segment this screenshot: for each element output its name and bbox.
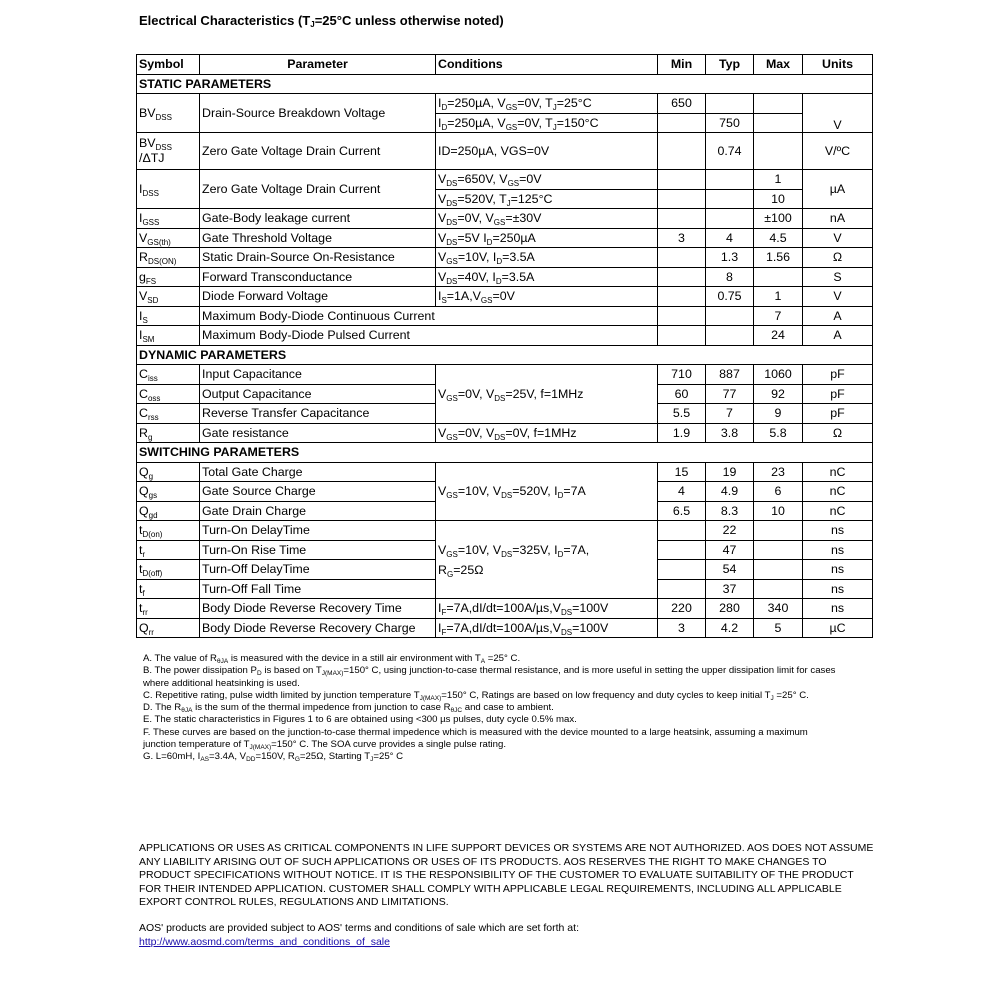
col-conditions: Conditions [436,55,658,75]
condition-cell: $I_D=250\mu A$, $V_{GS}=0V$, $T_J=150^\circ C$ [436,113,658,133]
condition-cell: $I_D=250\mu A$, $V_{GS}=0V$, $T_J=25^\circ C$ [436,94,658,114]
typ-cell: 7 [706,404,754,424]
min-cell: 710 [658,365,706,385]
table-row [137,618,873,638]
symbol-cell: $t_{D(on)}$ [137,521,200,541]
col-symbol: Symbol [137,55,200,75]
max-cell: 340 [754,599,803,619]
min-cell [658,560,706,580]
typ-cell [706,326,754,346]
symbol-cell: $C_{iss}$ [137,365,200,385]
typ-cell [706,94,754,114]
table-row [137,209,873,229]
unit-cell: ns [803,521,873,541]
unit-cell: V [803,94,873,133]
unit-cell: pF [803,384,873,404]
max-cell: 5.8 [754,423,803,443]
condition-cell: ID=250µA, VGS=0V [436,133,658,170]
typ-cell: 280 [706,599,754,619]
condition-cell: $V_{DS}=5V$ $I_D=250\mu A$ [436,228,658,248]
min-cell [658,189,706,209]
unit-cell: A [803,326,873,346]
max-cell [754,521,803,541]
max-cell: 1.56 [754,248,803,268]
unit-cell: S [803,267,873,287]
parameter-cell: Forward Transconductance [200,267,436,287]
condition-cell: $V_{GS}=0V$, $V_{DS}=0V$, f=1MHz [436,423,658,443]
typ-cell: 19 [706,462,754,482]
min-cell [658,306,706,326]
symbol-cell: $t_{rr}$ [137,599,200,619]
parameter-cell: Zero Gate Voltage Drain Current [200,133,436,170]
max-cell: 6 [754,482,803,502]
col-min: Min [658,55,706,75]
unit-cell: ns [803,579,873,599]
symbol-cell: $BV_{DSS}$ [137,94,200,133]
note-f: F. These curves are based on the junction-to-case thermal impedence which is measured with the device mounted to a large heatsink, assuming a maximum junction temperature of $T_{J(MAX)}=150^\circ$ C. The SOA curve provides a single pulse rating. [143,726,808,752]
min-cell: 6.5 [658,501,706,521]
max-cell: 10 [754,189,803,209]
parameter-cell: Drain-Source Breakdown Voltage [200,94,436,133]
typ-cell: 54 [706,560,754,580]
typ-cell [706,306,754,326]
max-cell: 9 [754,404,803,424]
symbol-cell: $t_{D(off)}$ [137,560,200,580]
condition-cell: $I_S=1A,V_{GS}=0V$ [436,287,658,307]
symbol-cell: $I_S$ [137,306,200,326]
condition-cell: $V_{DS}=0V$, $V_{GS}=\pm 30V$ [436,209,658,229]
min-cell [658,133,706,170]
unit-cell: V/ºC [803,133,873,170]
typ-cell [706,189,754,209]
table-row [137,365,873,385]
max-cell [754,579,803,599]
condition-cell: $I_F=7A,dI/dt=100A/\mu s,V_{DS}=100V$ [436,599,658,619]
min-cell [658,209,706,229]
symbol-cell: $Q_{rr}$ [137,618,200,638]
footnotes [143,653,843,764]
min-cell [658,540,706,560]
unit-cell: V [803,228,873,248]
col-units: Units [803,55,873,75]
note-g: G. L=60mH, $I_{AS}=3.4A$, $V_{DD}=150V$, $R_G=25\Omega$, Starting $T_J=25^\circ$ C [143,751,404,764]
min-cell: 15 [658,462,706,482]
max-cell: 7 [754,306,803,326]
unit-cell: nA [803,209,873,229]
symbol-cell: $I_{DSS}$ [137,170,200,209]
parameter-cell: Zero Gate Voltage Drain Current [200,170,436,209]
typ-cell: 22 [706,521,754,541]
parameter-cell: Gate resistance [200,423,436,443]
note-a: A. The value of $R_{\theta JA}$ is measured with the device in a still air environment with $T_A =25^\circ$ C. [143,653,521,665]
typ-cell: 3.8 [706,423,754,443]
unit-cell: pF [803,404,873,424]
parameter-cell: Static Drain-Source On-Resistance [200,248,436,268]
symbol-cell: $V_{SD}$ [137,287,200,307]
max-cell: 10 [754,501,803,521]
table-row [137,423,873,443]
max-cell [754,267,803,287]
symbol-cell: $g_{FS}$ [137,267,200,287]
parameter-cell: Body Diode Reverse Recovery Time [200,599,436,619]
symbol-cell: $I_{GSS}$ [137,209,200,229]
table-row [137,287,873,307]
symbol-cell: $BV_{DSS}$ /ΔTJ [137,133,200,170]
terms-notice [139,922,874,949]
parameter-cell: Gate-Body leakage current [200,209,436,229]
typ-cell: 750 [706,113,754,133]
unit-cell: nC [803,482,873,502]
parameter-cell: Gate Drain Charge [200,501,436,521]
unit-cell: µC [803,618,873,638]
symbol-cell: $Q_{gs}$ [137,482,200,502]
typ-cell: 0.75 [706,287,754,307]
min-cell [658,113,706,133]
section-switching: SWITCHING PARAMETERS [137,443,873,463]
symbol-cell: $R_g$ [137,423,200,443]
symbol-cell: $t_f$ [137,579,200,599]
unit-cell: µA [803,170,873,209]
typ-cell [706,209,754,229]
table-row [137,521,873,541]
condition-cell: $V_{GS}=0V$, $V_{DS}=25V$, f=1MHz [436,365,658,424]
min-cell [658,326,706,346]
typ-cell: 0.74 [706,133,754,170]
min-cell [658,267,706,287]
max-cell [754,94,803,114]
unit-cell: pF [803,365,873,385]
col-typ: Typ [706,55,754,75]
typ-cell: 37 [706,579,754,599]
parameter-cell: Turn-Off Fall Time [200,579,436,599]
symbol-cell: $C_{oss}$ [137,384,200,404]
typ-cell: 4.2 [706,618,754,638]
unit-cell: A [803,306,873,326]
table-row [137,599,873,619]
max-cell: 92 [754,384,803,404]
max-cell: 23 [754,462,803,482]
parameter-cell: Diode Forward Voltage [200,287,436,307]
terms-link[interactable]: http://www.aosmd.com/terms_and_conditions_of_sale [139,935,390,948]
symbol-cell: $R_{DS(ON)}$ [137,248,200,268]
min-cell [658,521,706,541]
typ-cell: 4.9 [706,482,754,502]
condition-cell: $I_F=7A,dI/dt=100A/\mu s,V_{DS}=100V$ [436,618,658,638]
note-d: D. The $R_{\theta JA}$ is the sum of the thermal impedence from junction to case $R_{\theta JC}$ and case to ambient. [143,702,554,715]
unit-cell: ns [803,540,873,560]
max-cell: 1060 [754,365,803,385]
symbol-cell: $I_{SM}$ [137,326,200,346]
typ-cell: 8 [706,267,754,287]
unit-cell: Ω [803,423,873,443]
min-cell: 4 [658,482,706,502]
parameter-cell: Maximum Body-Diode Pulsed Current [200,326,658,346]
typ-cell: 8.3 [706,501,754,521]
max-cell: 5 [754,618,803,638]
parameter-cell: Turn-On Rise Time [200,540,436,560]
note-b: B. The power dissipation $P_D$ is based on $T_{J(MAX)}=150^\circ$ C, using junction-to-case thermal resistance, and is more useful in setting the upper dissipation limit for cases where additional heatsinking is used. [143,665,836,689]
table-row [137,267,873,287]
symbol-cell: $C_{rss}$ [137,404,200,424]
min-cell: 5.5 [658,404,706,424]
header-row [137,55,873,75]
typ-cell: 47 [706,540,754,560]
max-cell [754,113,803,133]
table-row [137,94,873,114]
symbol-cell: $t_r$ [137,540,200,560]
legal-disclaimer: APPLICATIONS OR USES AS CRITICAL COMPONENTS IN LIFE SUPPORT DEVICES OR SYSTEMS ARE NOT AUTHORIZED. AOS DOES NOT ASSUME ANY LIABILITY ARISING OUT OF SUCH APPLICATIONS OR USES OF ITS PRODUCTS. AOS RESERVES THE RIGHT TO MAKE CHANGES TO PRODUCT SPECIFICATIONS WITHOUT NOTICE. IT IS THE RESPONSIBILITY OF THE CUSTOMER TO EVALUATE SUITABILITY OF THE PRODUCT FOR THEIR INTENDED APPLICATION. CUSTOMER SHALL COMPLY WITH APPLICABLE LEGAL REQUIREMENTS, INCLUDING ALL APPLICABLE EXPORT CONTROL RULES, REGULATIONS AND LIMITATIONS. [139,842,874,909]
page-title: Electrical Characteristics ($T_J=25^\circ C$ unless otherwise noted) [139,13,504,29]
parameter-cell: Reverse Transfer Capacitance [200,404,436,424]
max-cell: ±100 [754,209,803,229]
min-cell [658,287,706,307]
max-cell: 1 [754,287,803,307]
condition-cell: $V_{DS}=520V$, $T_J=125^\circ C$ [436,189,658,209]
parameter-cell: Gate Threshold Voltage [200,228,436,248]
parameter-cell: Output Capacitance [200,384,436,404]
min-cell: 1.9 [658,423,706,443]
parameter-cell: Gate Source Charge [200,482,436,502]
electrical-characteristics-table [136,54,873,638]
typ-cell: 1.3 [706,248,754,268]
max-cell: 1 [754,170,803,190]
unit-cell: ns [803,599,873,619]
table-row [137,170,873,190]
condition-cell: $V_{GS}=10V$, $I_D=3.5A$ [436,248,658,268]
max-cell: 4.5 [754,228,803,248]
typ-cell: 4 [706,228,754,248]
unit-cell: ns [803,560,873,580]
table-row [137,228,873,248]
note-c: C. Repetitive rating, pulse width limited by junction temperature $T_{J(MAX)}=150^\circ$ C, Ratings are based on low frequency and duty cycles to keep initial $T_J =25^\circ$ C. [143,689,809,702]
symbol-cell: $V_{GS(th)}$ [137,228,200,248]
min-cell: 650 [658,94,706,114]
parameter-cell: Total Gate Charge [200,462,436,482]
typ-cell: 77 [706,384,754,404]
section-static: STATIC PARAMETERS [137,74,873,94]
note-e: E. The static characteristics in Figures 1 to 6 are obtained using <300 µs pulses, duty cycle 0.5% max. [143,714,577,726]
min-cell: 220 [658,599,706,619]
min-cell: 3 [658,228,706,248]
table-row [137,306,873,326]
max-cell: 24 [754,326,803,346]
condition-cell: $V_{DS}=650V$, $V_{GS}=0V$ [436,170,658,190]
typ-cell [706,170,754,190]
parameter-cell: Turn-Off DelayTime [200,560,436,580]
terms-text: AOS' products are provided subject to AOS' terms and conditions of sale which are set forth at: [139,922,579,934]
min-cell: 60 [658,384,706,404]
max-cell [754,560,803,580]
min-cell: 3 [658,618,706,638]
parameter-cell: Input Capacitance [200,365,436,385]
col-parameter: Parameter [200,55,436,75]
symbol-cell: $Q_{gd}$ [137,501,200,521]
table-row [137,133,873,170]
condition-cell: $V_{GS}=10V$, $V_{DS}=325V$, $I_D=7A$, $R_G=25\Omega$ [436,521,658,599]
table-row [137,326,873,346]
max-cell [754,540,803,560]
parameter-cell: Maximum Body-Diode Continuous Current [200,306,658,326]
col-max: Max [754,55,803,75]
max-cell [754,133,803,170]
unit-cell: nC [803,462,873,482]
section-dynamic: DYNAMIC PARAMETERS [137,345,873,365]
min-cell [658,579,706,599]
unit-cell: nC [803,501,873,521]
condition-cell: $V_{GS}=10V$, $V_{DS}=520V$, $I_D=7A$ [436,462,658,521]
typ-cell: 887 [706,365,754,385]
unit-cell: Ω [803,248,873,268]
parameter-cell: Body Diode Reverse Recovery Charge [200,618,436,638]
min-cell [658,170,706,190]
min-cell [658,248,706,268]
unit-cell: V [803,287,873,307]
table-row [137,462,873,482]
table-row [137,248,873,268]
parameter-cell: Turn-On DelayTime [200,521,436,541]
condition-cell: $V_{DS}=40V$, $I_D=3.5A$ [436,267,658,287]
symbol-cell: $Q_g$ [137,462,200,482]
